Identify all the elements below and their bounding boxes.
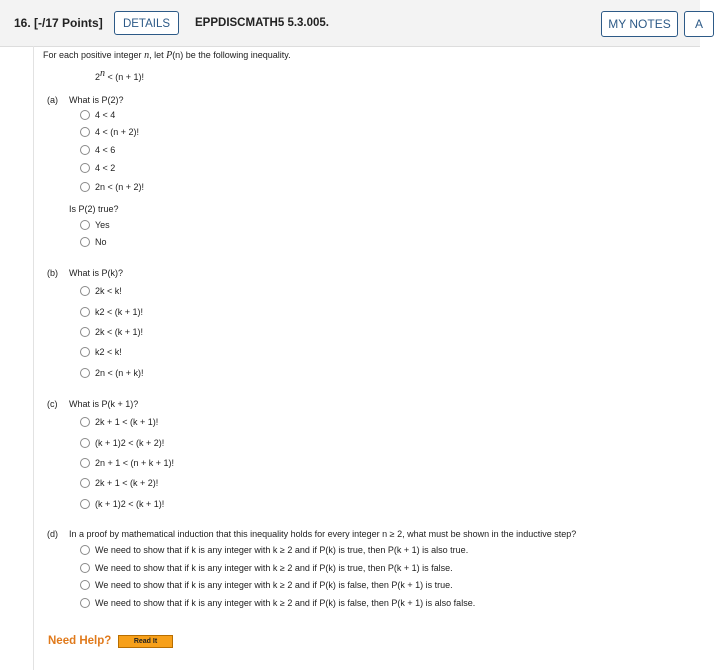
option-label: (k + 1)2 < (k + 2)! — [95, 438, 165, 448]
radio-button[interactable] — [80, 347, 90, 357]
part-b-option-3[interactable] — [80, 325, 143, 339]
part-a-truth-yes[interactable] — [80, 218, 110, 232]
part-b-option-2[interactable] — [80, 305, 143, 319]
option-label: 2n + 1 < (n + k + 1)! — [95, 458, 175, 468]
option-label: No — [95, 237, 107, 247]
radio-button[interactable] — [80, 478, 90, 488]
radio-button[interactable] — [80, 598, 90, 608]
part-a-option-1[interactable] — [80, 108, 115, 122]
radio-button[interactable] — [80, 458, 90, 468]
radio-button[interactable] — [80, 220, 90, 230]
part-a-label: (a) — [47, 95, 58, 105]
question-number: 16. [-/17 Points] — [14, 16, 103, 30]
option-label: We need to show that if k is any integer with k ≥ 2 and if P(k) is true, then P(k + 1) is also true. — [95, 545, 469, 555]
part-a-option-2[interactable] — [80, 125, 139, 139]
part-a-truth-question: Is P(2) true? — [69, 204, 119, 214]
option-label: We need to show that if k is any integer with k ≥ 2 and if P(k) is false, then P(k + 1) is true. — [95, 580, 453, 590]
details-button[interactable]: DETAILS — [114, 11, 179, 35]
content-left-border — [33, 46, 34, 670]
ask-teacher-button-partial[interactable]: A — [684, 11, 714, 37]
need-help-label: Need Help? — [48, 635, 112, 647]
part-c-option-1[interactable] — [80, 415, 158, 429]
radio-button[interactable] — [80, 368, 90, 378]
part-b-option-4[interactable] — [80, 345, 122, 359]
radio-button[interactable] — [80, 127, 90, 137]
part-c-option-2[interactable] — [80, 436, 164, 450]
option-label: 4 < 6 — [95, 145, 116, 155]
radio-button[interactable] — [80, 563, 90, 573]
option-label: 4 < (n + 2)! — [95, 127, 140, 137]
part-a-option-5[interactable] — [80, 180, 144, 194]
part-a-question: What is P(2)? — [69, 95, 124, 105]
option-label: 2k < (k + 1)! — [95, 327, 144, 337]
part-d-option-3[interactable] — [80, 578, 453, 592]
part-c-option-5[interactable] — [80, 497, 164, 511]
radio-button[interactable] — [80, 307, 90, 317]
radio-button[interactable] — [80, 327, 90, 337]
radio-button[interactable] — [80, 145, 90, 155]
question-id: EPPDISCMATH5 5.3.005. — [195, 17, 330, 29]
part-d-question: In a proof by mathematical induction that this inequality holds for every integer n ≥ 2, what must be shown in the inductive step? — [69, 529, 577, 539]
part-c-option-4[interactable] — [80, 476, 158, 490]
option-label: 2k + 1 < (k + 2)! — [95, 478, 159, 488]
intro-text: For each positive integer n, let P(n) be the following inequality. — [43, 50, 291, 61]
radio-button[interactable] — [80, 580, 90, 590]
radio-button[interactable] — [80, 417, 90, 427]
option-label: 2n < (n + k)! — [95, 368, 144, 378]
part-d-option-2[interactable] — [80, 561, 453, 575]
part-b-option-1[interactable] — [80, 284, 122, 298]
option-label: Yes — [95, 220, 110, 230]
radio-button[interactable] — [80, 438, 90, 448]
option-label: 4 < 4 — [95, 110, 116, 120]
part-c-label: (c) — [47, 399, 58, 409]
radio-button[interactable] — [80, 286, 90, 296]
part-b-option-5[interactable] — [80, 366, 144, 380]
option-label: k2 < (k + 1)! — [95, 307, 144, 317]
part-b-question: What is P(k)? — [69, 268, 124, 278]
option-label: (k + 1)2 < (k + 1)! — [95, 499, 165, 509]
radio-button[interactable] — [80, 110, 90, 120]
radio-button[interactable] — [80, 237, 90, 247]
part-c-question: What is P(k + 1)? — [69, 399, 139, 409]
radio-button[interactable] — [80, 545, 90, 555]
question-header — [0, 0, 704, 47]
part-d-option-4[interactable] — [80, 596, 475, 610]
option-label: We need to show that if k is any integer with k ≥ 2 and if P(k) is true, then P(k + 1) is false. — [95, 563, 453, 573]
part-a-truth-no[interactable] — [80, 235, 107, 249]
option-label: k2 < k! — [95, 347, 122, 357]
part-b-label: (b) — [47, 268, 58, 278]
part-a-option-3[interactable] — [80, 143, 115, 157]
option-label: 2n < (n + 2)! — [95, 182, 145, 192]
part-c-option-3[interactable] — [80, 456, 174, 470]
part-d-option-1[interactable] — [80, 543, 468, 557]
option-label: 2k + 1 < (k + 1)! — [95, 417, 159, 427]
read-it-button[interactable]: Read It — [118, 635, 173, 648]
my-notes-button[interactable]: MY NOTES — [601, 11, 678, 37]
radio-button[interactable] — [80, 182, 90, 192]
radio-button[interactable] — [80, 499, 90, 509]
part-a-option-4[interactable] — [80, 161, 115, 175]
option-label: 4 < 2 — [95, 163, 116, 173]
inequality-formula: $2^n < (n + 1)$! — [95, 68, 145, 82]
part-d-label: (d) — [47, 529, 58, 539]
radio-button[interactable] — [80, 163, 90, 173]
option-label: We need to show that if k is any integer with k ≥ 2 and if P(k) is false, then P(k + 1) is also false. — [95, 598, 476, 608]
option-label: 2k < k! — [95, 286, 122, 296]
